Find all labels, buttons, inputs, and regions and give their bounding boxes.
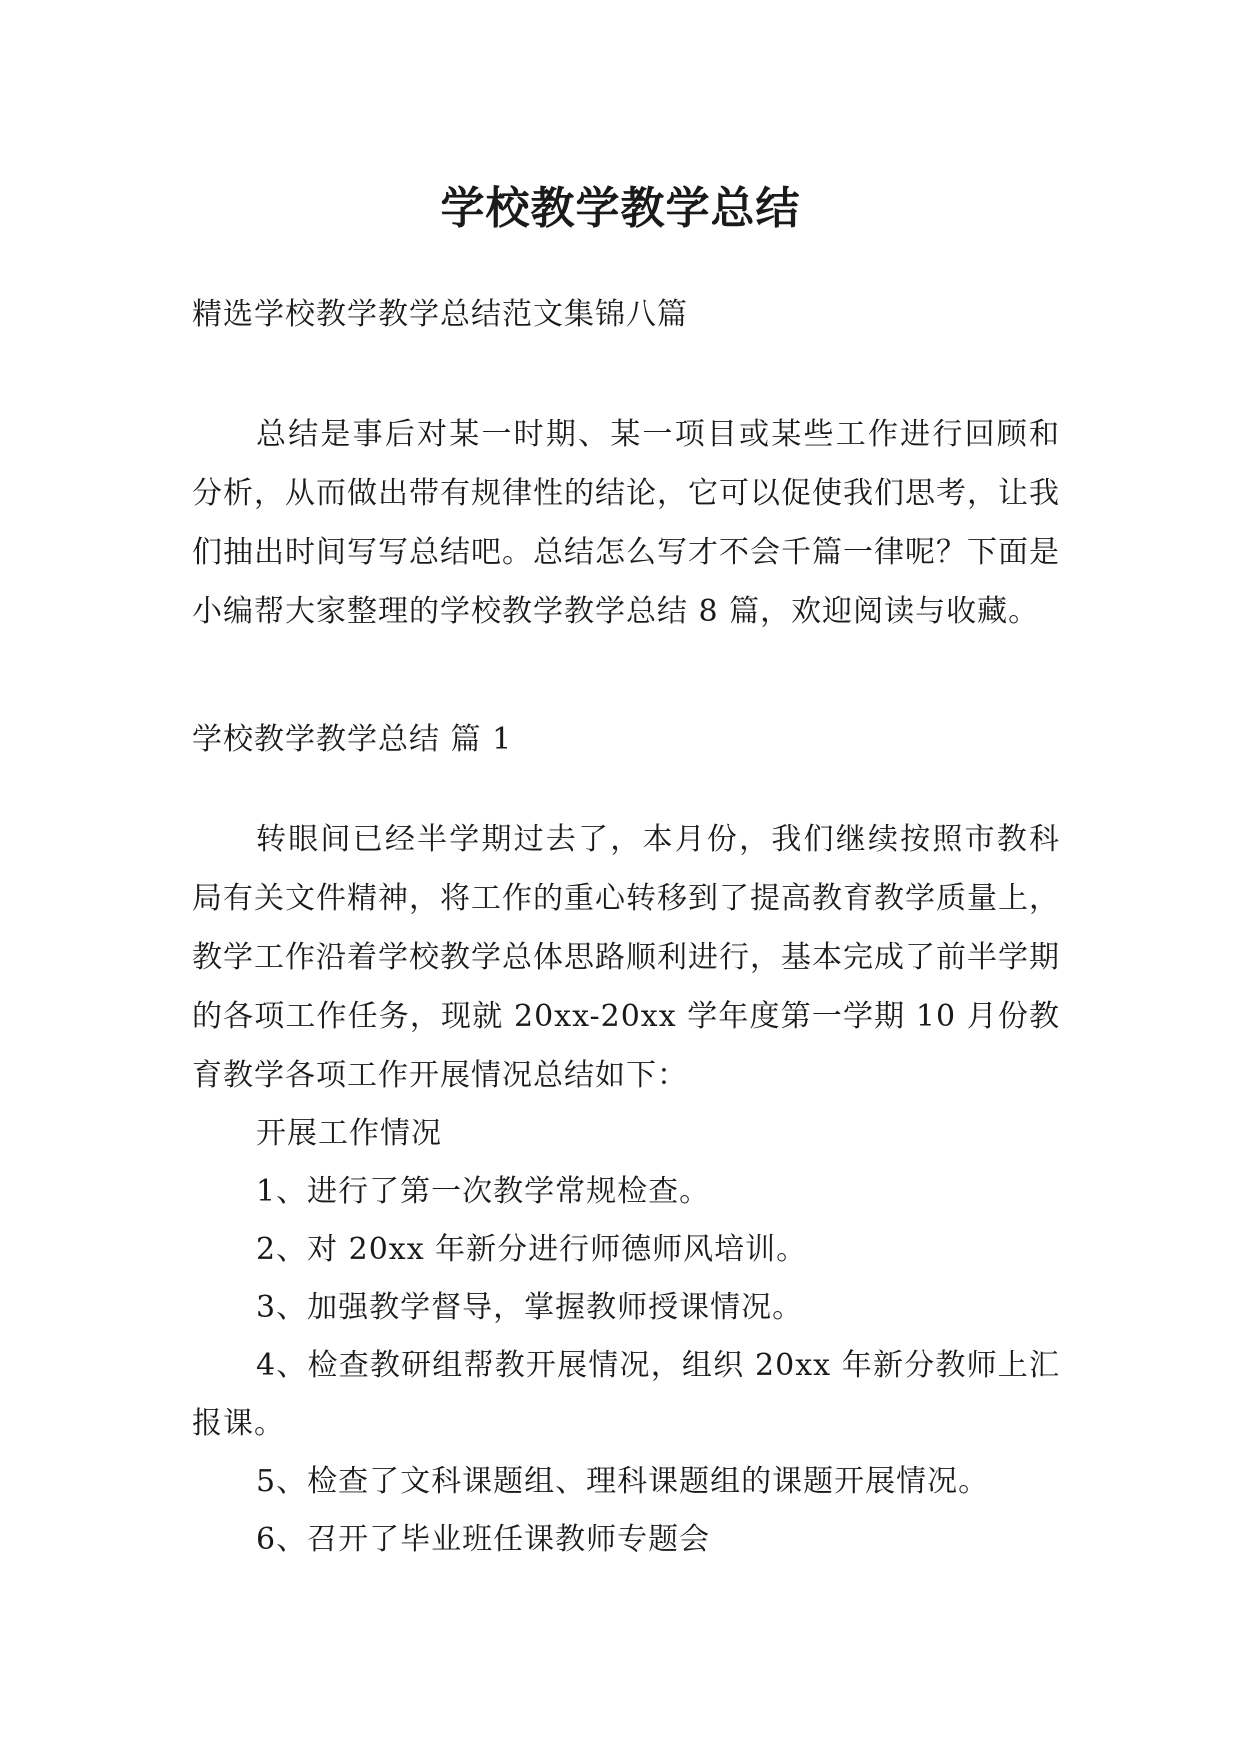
document-subtitle: 精选学校教学教学总结范文集锦八篇 — [192, 297, 688, 332]
intro-paragraph: 总结是事后对某一时期、某一项目或某些工作进行回顾和分析，从而做出带有规律性的结论，它可以促使我们思考，让我们抽出时间写写总结吧。总结怎么写才不会千篇一律呢？下面是小编帮大家整理的学校教学教学总结 8 篇，欢迎阅读与收藏。 — [192, 417, 1060, 629]
work-list — [192, 1105, 1060, 1569]
list-item: 3、加强教学督导，掌握教师授课情况。 — [256, 1290, 804, 1325]
list-item: 6、召开了毕业班任课教师专题会 — [256, 1522, 711, 1557]
list-item: 1、进行了第一次教学常规检查。 — [256, 1174, 711, 1209]
section-heading: 学校教学教学总结 篇 1 — [192, 722, 513, 757]
body-paragraph: 转眼间已经半学期过去了，本月份，我们继续按照市教科局有关文件精神，将工作的重心转移到了提高教育教学质量上，教学工作沿着学校教学总体思路顺利进行，基本完成了前半学期的各项工作任务，现就 20xx-20xx 学年度第一学期 10 月份教育教学各项工作开展情况总结如下： — [192, 822, 1060, 1093]
list-item: 开展工作情况 — [256, 1116, 442, 1151]
list-item: 2、对 20xx 年新分进行师德师风培训。 — [256, 1232, 808, 1267]
list-item: 5、检查了文科课题组、理科课题组的课题开展情况。 — [256, 1464, 990, 1499]
document-title: 学校教学教学总结 — [440, 183, 801, 235]
list-item: 4、检查教研组帮教开展情况，组织 20xx 年新分教师上汇报课。 — [192, 1348, 1060, 1441]
